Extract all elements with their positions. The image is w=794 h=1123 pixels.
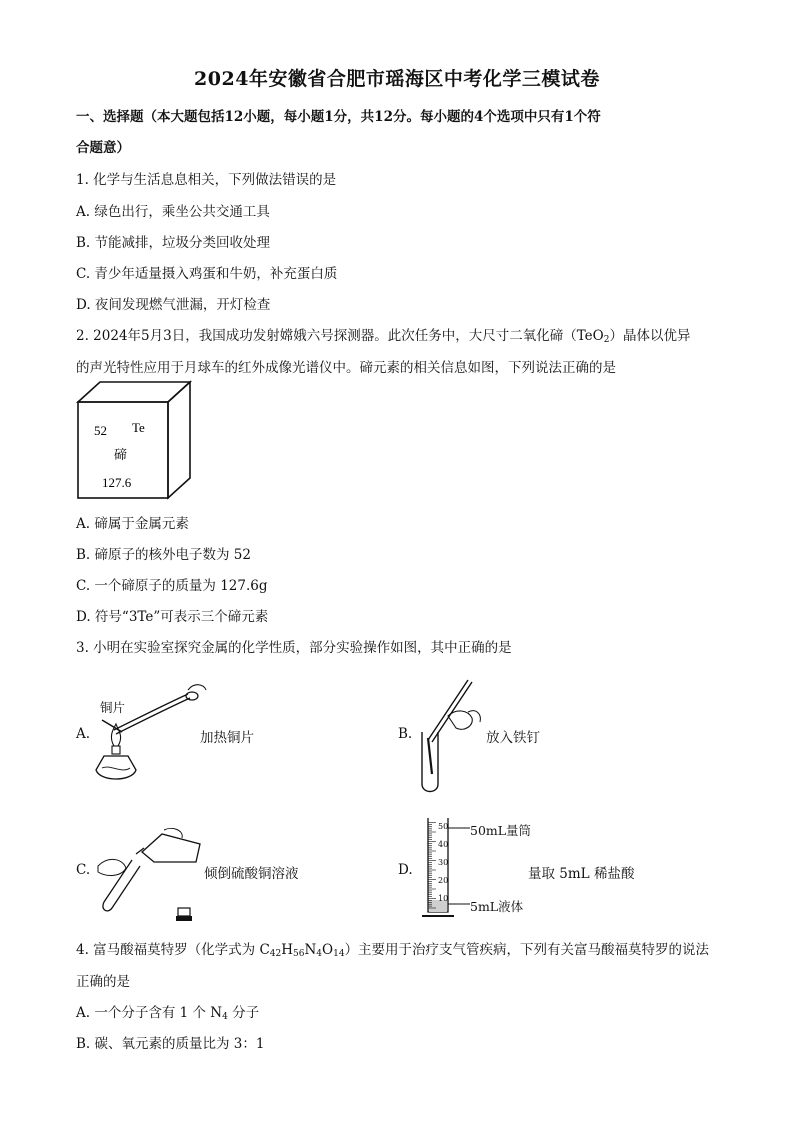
tick-label: 20	[438, 876, 449, 885]
q3-stem: 3. 小明在实验室探究金属的化学性质，部分实验操作如图，其中正确的是	[76, 640, 512, 656]
q4-stem-b: H	[281, 942, 294, 958]
q3-d-caption: 量取 5mL 稀盐酸	[528, 866, 635, 882]
q1-option-b: B. 节能减排，垃圾分类回收处理	[76, 235, 271, 251]
exam-title: 2024年安徽省合肥市瑶海区中考化学三模试卷	[194, 68, 600, 90]
q4-stem-c: N	[304, 942, 317, 958]
q2-option-d: D. 符号“3Te”可表示三个碲元素	[76, 609, 269, 625]
q2-stem-text-b: ）晶体以优异	[609, 328, 691, 344]
q3-a-letter: A.	[76, 726, 91, 742]
q4-option-a-text-b: 分子	[227, 1005, 260, 1021]
element-symbol: Te	[132, 420, 145, 435]
q2-option-c: C. 一个碲原子的质量为 127.6g	[76, 578, 268, 594]
q4-stem-line2: 正确的是	[76, 974, 130, 990]
q2-option-b: B. 碲原子的核外电子数为 52	[76, 547, 251, 563]
adding-iron-nail-illustration	[414, 672, 486, 796]
cylinder-label-bottom: 5mL液体	[470, 899, 524, 914]
q2-stem-subscript: 2	[603, 335, 610, 345]
q3-c-caption: 倾倒硫酸铜溶液	[204, 866, 299, 882]
cylinder-ticks	[428, 823, 436, 909]
q1-option-d: D. 夜间发现燃气泄漏，开灯检查	[76, 297, 271, 313]
q4-option-b: B. 碳、氧元素的质量比为 3：1	[76, 1036, 265, 1052]
pouring-solution-illustration	[92, 826, 210, 924]
q2-stem-text-a: 2. 2024年5月3日，我国成功发射嫦娥六号探测器。此次任务中，大尺寸二氧化碲（TeO	[76, 328, 604, 344]
q1-stem: 1. 化学与生活息息相关，下列做法错误的是	[76, 172, 337, 188]
q4-stem-a: 4. 富马酸福莫特罗（化学式为 C	[76, 942, 270, 958]
atomic-number: 52	[94, 423, 107, 438]
tick-label: 30	[438, 858, 449, 867]
q1-option-a: A. 绿色出行，乘坐公共交通工具	[76, 204, 270, 220]
tick-label: 40	[438, 840, 449, 849]
q1-option-c: C. 青少年适量摄入鸡蛋和牛奶，补充蛋白质	[76, 266, 338, 282]
q4-sub-o: 14	[333, 949, 345, 959]
heating-copper-illustration	[92, 680, 212, 790]
cylinder-leader-lines	[448, 820, 472, 910]
q4-sub-c: 42	[269, 949, 282, 959]
q2-option-a: A. 碲属于金属元素	[76, 516, 189, 532]
q4-option-a	[76, 1001, 259, 1022]
element-name: 碲	[114, 447, 128, 462]
q4-sub-h: 56	[293, 949, 305, 959]
q4-sub-n: 4	[316, 949, 323, 959]
q4-stem-e: ）主要用于治疗支气管疾病，下列有关富马酸福莫特罗的说法	[344, 942, 710, 958]
q2-stem-line1	[76, 324, 690, 345]
q3-d-letter: D.	[398, 862, 413, 878]
q3-c-letter: C.	[76, 862, 91, 878]
q4-option-a-text: A. 一个分子含有 1 个 N	[76, 1005, 223, 1021]
atomic-mass: 127.6	[102, 475, 132, 490]
q3-b-caption: 放入铁钉	[486, 730, 540, 746]
q3-b-letter: B.	[398, 726, 413, 742]
section-heading: 一、选择题（本大题包括12小题，每小题1分，共12分。每小题的4个选项中只有1个符	[76, 109, 601, 125]
q4-stem-d: O	[322, 942, 334, 958]
tick-label: 50	[438, 822, 449, 831]
q4-stem-line1	[76, 938, 709, 959]
section-heading-cont: 合题意）	[76, 140, 130, 156]
tick-label: 10	[438, 894, 449, 903]
q4-option-a-sub: 4	[222, 1012, 228, 1022]
tellurium-element-cube	[74, 380, 194, 502]
cylinder-label-top: 50mL量筒	[470, 823, 532, 838]
copper-sheet-label: 铜片	[100, 700, 126, 715]
q3-a-caption: 加热铜片	[200, 730, 254, 746]
q2-stem-line2: 的声光特性应用于月球车的红外成像光谱仪中。碲元素的相关信息如图，下列说法正确的是	[76, 360, 616, 376]
